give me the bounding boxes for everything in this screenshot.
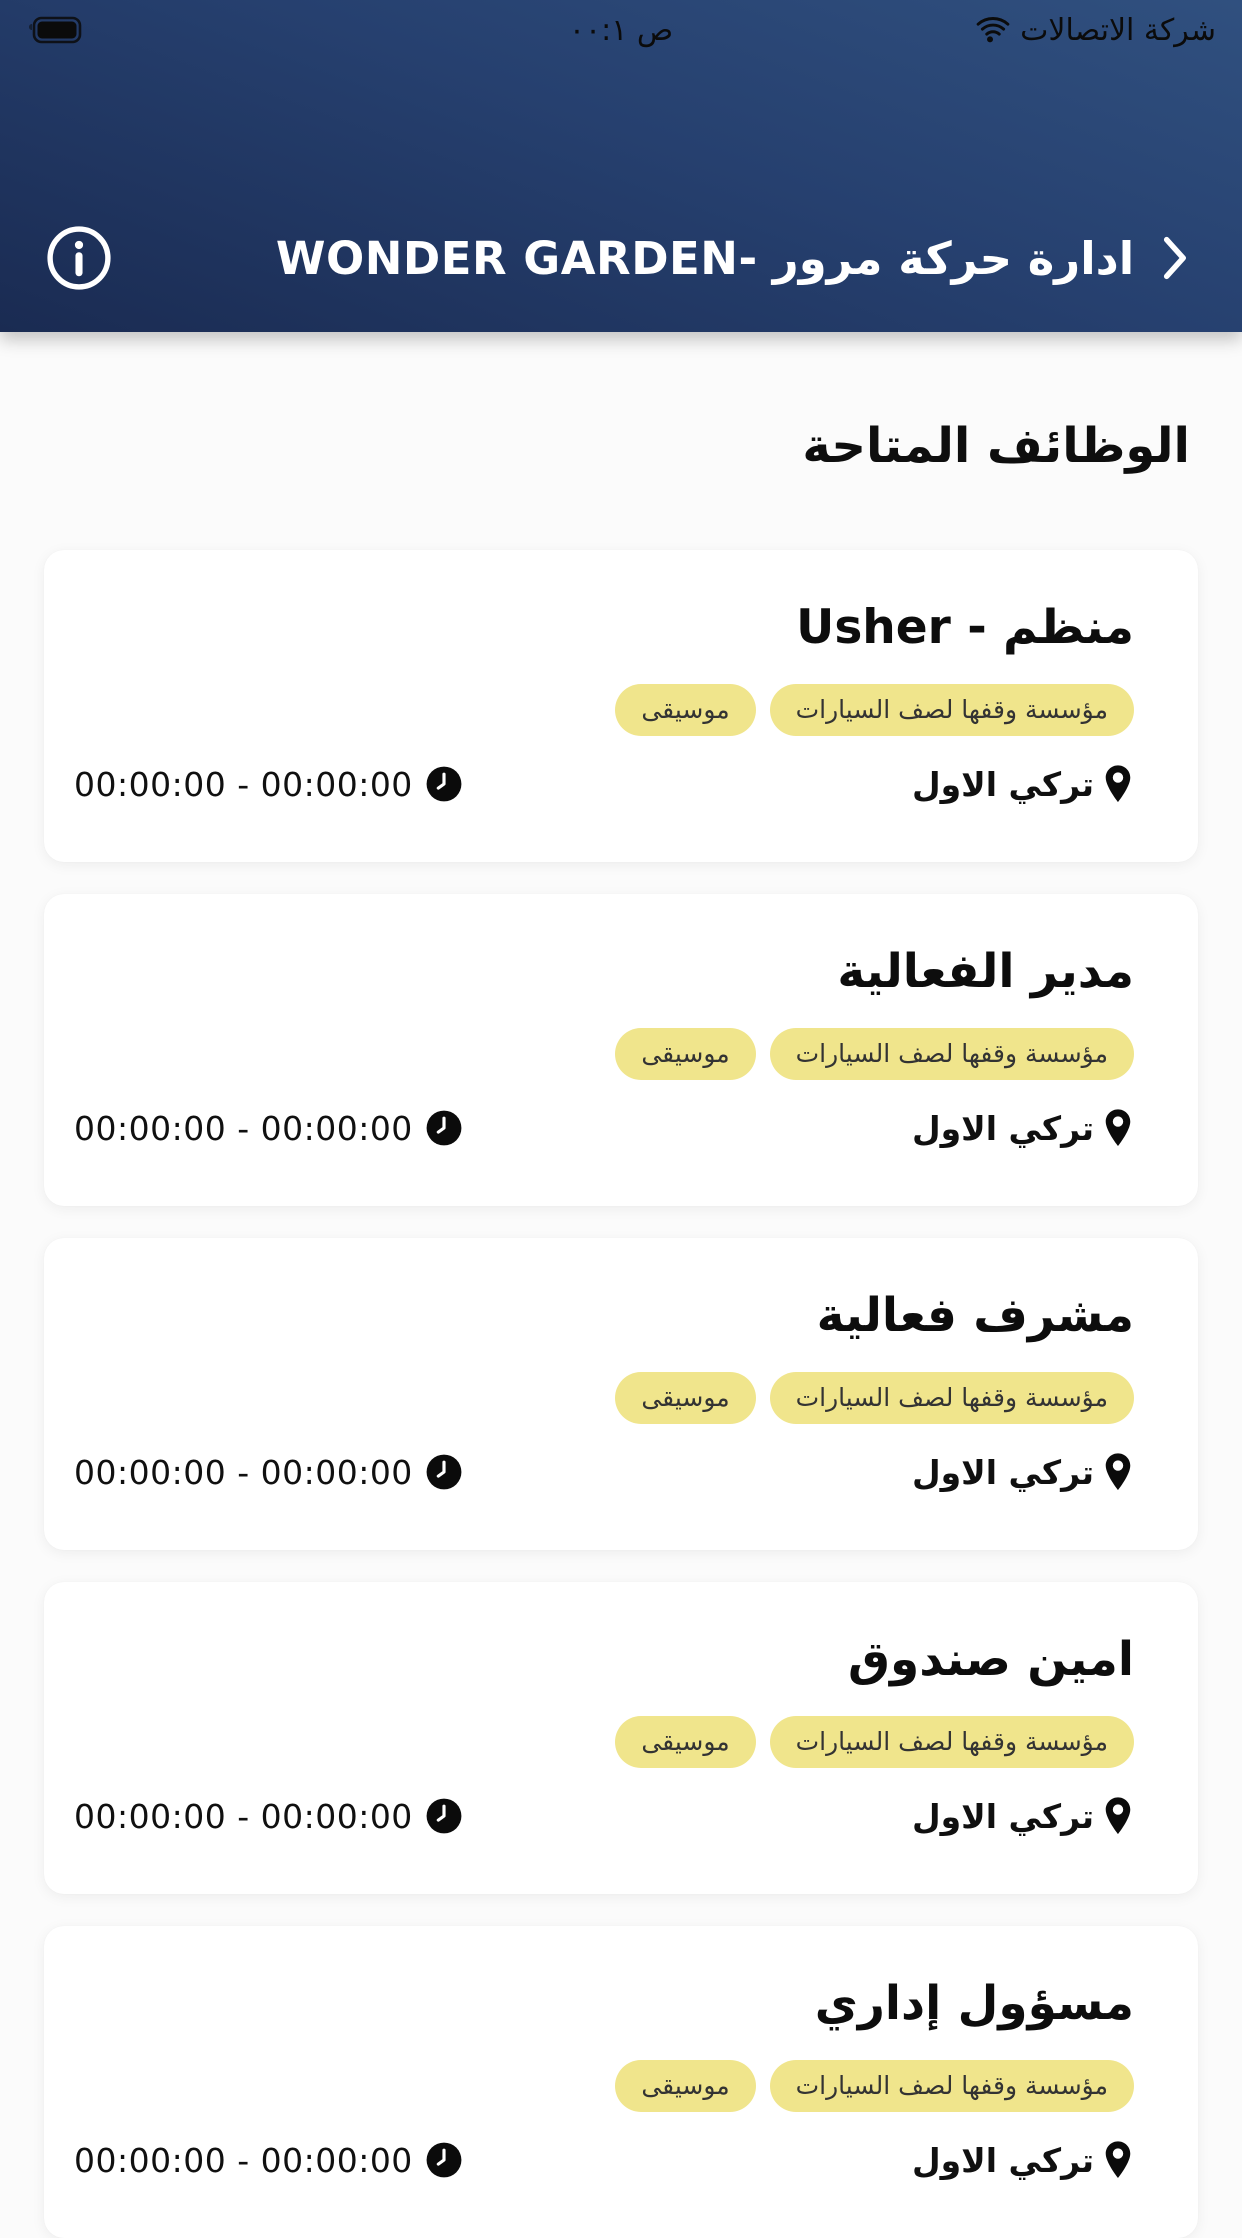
job-card[interactable]	[44, 1238, 1198, 1550]
info-circle-icon	[45, 224, 113, 292]
job-card[interactable]	[44, 894, 1198, 1206]
job-meta	[74, 764, 1134, 804]
clock-icon	[425, 1453, 463, 1491]
job-location-text: تركي الاول	[911, 764, 1094, 804]
job-location	[912, 1452, 1134, 1492]
job-time-text: 00:00:00 - 00:00:00	[74, 2140, 413, 2180]
job-location-text: تركي الاول	[911, 1796, 1094, 1836]
wifi-icon	[976, 17, 1010, 43]
job-location-text: تركي الاول	[911, 1108, 1094, 1148]
job-tags	[74, 684, 1134, 736]
job-location-text: تركي الاول	[911, 1452, 1094, 1492]
status-bar	[0, 0, 1242, 54]
job-location	[912, 2140, 1134, 2180]
job-tag: مؤسسة وقفها لصف السيارات	[770, 1716, 1134, 1768]
clock-icon	[425, 2141, 463, 2179]
clock-icon	[425, 1797, 463, 1835]
job-location	[912, 764, 1134, 804]
job-title: منظم - Usher	[796, 600, 1134, 655]
job-time-text: 00:00:00 - 00:00:00	[74, 764, 413, 804]
job-title: امين صندوق	[847, 1632, 1134, 1687]
job-location	[912, 1796, 1134, 1836]
section-heading: الوظائف المتاحة	[802, 418, 1190, 474]
job-tag: مؤسسة وقفها لصف السيارات	[770, 684, 1134, 736]
location-pin-icon	[1102, 2140, 1134, 2180]
job-meta	[74, 1796, 1134, 1836]
chevron-right-icon	[1152, 228, 1196, 288]
job-title: مسؤول إداري	[814, 1976, 1134, 2031]
location-pin-icon	[1102, 1452, 1134, 1492]
job-list	[44, 550, 1198, 2238]
battery-full-icon	[26, 15, 84, 45]
job-time-text: 00:00:00 - 00:00:00	[74, 1452, 413, 1492]
job-meta	[74, 2140, 1134, 2180]
clock-icon	[425, 1109, 463, 1147]
info-button[interactable]	[44, 223, 114, 293]
location-pin-icon	[1102, 764, 1134, 804]
status-time: ٠٠:١ ص	[568, 12, 674, 48]
job-tag: مؤسسة وقفها لصف السيارات	[770, 1028, 1134, 1080]
job-time-text: 00:00:00 - 00:00:00	[74, 1108, 413, 1148]
job-tags	[74, 1028, 1134, 1080]
job-card[interactable]	[44, 1926, 1198, 2238]
job-tag: موسيقى	[615, 1372, 755, 1424]
main-content	[0, 416, 1242, 2238]
job-tag: موسيقى	[615, 1716, 755, 1768]
job-time	[74, 2141, 463, 2180]
job-card[interactable]	[44, 550, 1198, 862]
job-tags	[74, 1716, 1134, 1768]
job-location-text: تركي الاول	[911, 2140, 1094, 2180]
carrier-group	[976, 13, 1216, 48]
job-location	[912, 1108, 1134, 1148]
location-pin-icon	[1102, 1796, 1134, 1836]
job-time	[74, 1109, 463, 1148]
nav-bar	[0, 208, 1242, 308]
job-title: مدير الفعالية	[837, 944, 1134, 999]
job-time	[74, 1797, 463, 1836]
job-tag: موسيقى	[615, 1028, 755, 1080]
job-tag: موسيقى	[615, 2060, 755, 2112]
job-tag: مؤسسة وقفها لصف السيارات	[770, 1372, 1134, 1424]
job-tags	[74, 2060, 1134, 2112]
page-title: ادارة حركة مرور -WONDER GARDEN	[275, 231, 1135, 285]
job-meta	[74, 1452, 1134, 1492]
location-pin-icon	[1102, 1108, 1134, 1148]
job-tag: موسيقى	[615, 684, 755, 736]
job-time	[74, 1453, 463, 1492]
job-tags	[74, 1372, 1134, 1424]
job-time-text: 00:00:00 - 00:00:00	[74, 1796, 413, 1836]
app-header	[0, 0, 1242, 332]
carrier-name: شركة الاتصالات	[1020, 12, 1216, 48]
clock-icon	[425, 765, 463, 803]
job-card[interactable]	[44, 1582, 1198, 1894]
job-title: مشرف فعالية	[816, 1288, 1134, 1343]
job-tag: مؤسسة وقفها لصف السيارات	[770, 2060, 1134, 2112]
job-meta	[74, 1108, 1134, 1148]
job-time	[74, 765, 463, 804]
back-button[interactable]	[1146, 222, 1202, 294]
